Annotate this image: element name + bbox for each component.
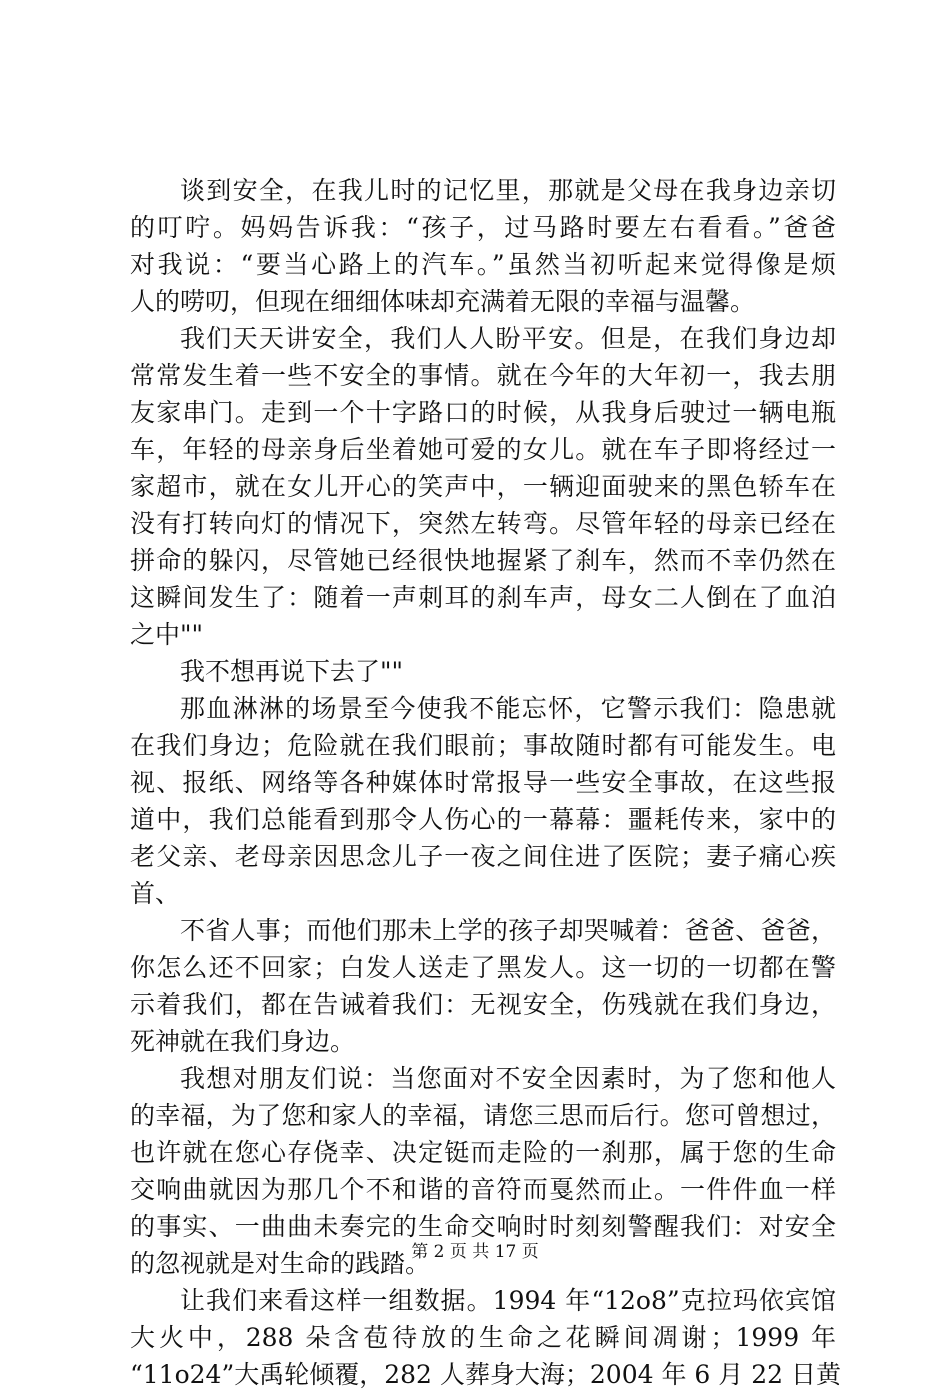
paragraph-line: 也许就在您心存侥幸、决定铤而走险的一刹那，属于您的生命 (130, 1138, 836, 1167)
paragraph-line: 死神就在我们身边。 (130, 1027, 356, 1056)
page-footer: 第 2 页 共 17 页 (411, 1242, 539, 1262)
paragraph-first-line: 那血淋淋的场景至今使我不能忘怀，它警示我们：隐患就 (180, 694, 836, 723)
paragraph-line: 这瞬间发生了：随着一声刺耳的刹车声，母女二人倒在了血泊 (130, 583, 836, 612)
paragraph-line: 示着我们，都在告诫着我们：无视安全，伤残就在我们身边， (130, 990, 836, 1019)
paragraph-line: 车，年轻的母亲身后坐着她可爱的女儿。就在车子即将经过一 (130, 435, 836, 464)
paragraph-line: 家超市，就在女儿开心的笑声中，一辆迎面驶来的黑色轿车在 (130, 472, 836, 501)
paragraph-first-line: 谈到安全，在我儿时的记忆里，那就是父母在我身边亲切 (180, 176, 836, 205)
paragraph-line: 常常发生着一些不安全的事情。就在今年的大年初一，我去朋 (130, 361, 836, 390)
paragraph-line: 你怎么还不回家；白发人送走了黑发人。这一切的一切都在警 (130, 953, 836, 982)
paragraph-line: 的忽视就是对生命的践踏。 (130, 1249, 431, 1278)
paragraph-first-line: 我不想再说下去了"" (180, 657, 403, 686)
paragraph-first-line: 让我们来看这样一组数据。1994 年“12o8”克拉玛依宾馆 (180, 1286, 836, 1315)
paragraph-line: 在我们身边；危险就在我们眼前；事故随时都有可能发生。电 (130, 731, 836, 760)
paragraph-line: 老父亲、老母亲因思念儿子一夜之间住进了医院；妻子痛心疾 (130, 842, 836, 871)
paragraph-line: 的叮咛。妈妈告诉我：“孩子，过马路时要左右看看。”爸爸 (130, 213, 836, 242)
paragraph-line: “11o24”大禹轮倾覆，282 人葬身大海；2004 年 6 月 22 日黄 (130, 1360, 841, 1389)
paragraph-line: 友家串门。走到一个十字路口的时候，从我身后驶过一辆电瓶 (130, 398, 836, 427)
paragraph-line: 之中"" (130, 620, 203, 649)
paragraph-line: 大火中，288 朵含苞待放的生命之花瞬间凋谢；1999 年 (130, 1323, 836, 1352)
paragraph-line: 人的唠叨，但现在细细体味却充满着无限的幸福与温馨。 (130, 287, 756, 316)
paragraph-line: 视、报纸、网络等各种媒体时常报导一些安全事故，在这些报 (130, 768, 836, 797)
paragraph-first-line: 不省人事；而他们那未上学的孩子却哭喊着：爸爸、爸爸， (180, 916, 836, 945)
paragraph-line: 对我说：“要当心路上的汽车。”虽然当初听起来觉得像是烦 (130, 250, 836, 279)
paragraph-first-line: 我想对朋友们说：当您面对不安全因素时，为了您和他人 (180, 1064, 836, 1093)
paragraph-line: 首、 (130, 879, 181, 908)
paragraph-line: 的幸福，为了您和家人的幸福，请您三思而后行。您可曾想过， (130, 1101, 836, 1130)
paragraph-line: 交响曲就因为那几个不和谐的音符而戛然而止。一件件血一样 (130, 1175, 836, 1204)
paragraph-line: 的事实、一曲曲未奏完的生命交响时时刻刻警醒我们：对安全 (130, 1212, 836, 1241)
paragraph-line: 道中，我们总能看到那令人伤心的一幕幕：噩耗传来，家中的 (130, 805, 836, 834)
paragraph-line: 拼命的躲闪，尽管她已经很快地握紧了刹车，然而不幸仍然在 (130, 546, 836, 575)
body-text (130, 172, 841, 1393)
paragraph-first-line: 我们天天讲安全，我们人人盼平安。但是，在我们身边却 (180, 324, 836, 353)
paragraph-line: 没有打转向灯的情况下，突然左转弯。尽管年轻的母亲已经在 (130, 509, 836, 538)
